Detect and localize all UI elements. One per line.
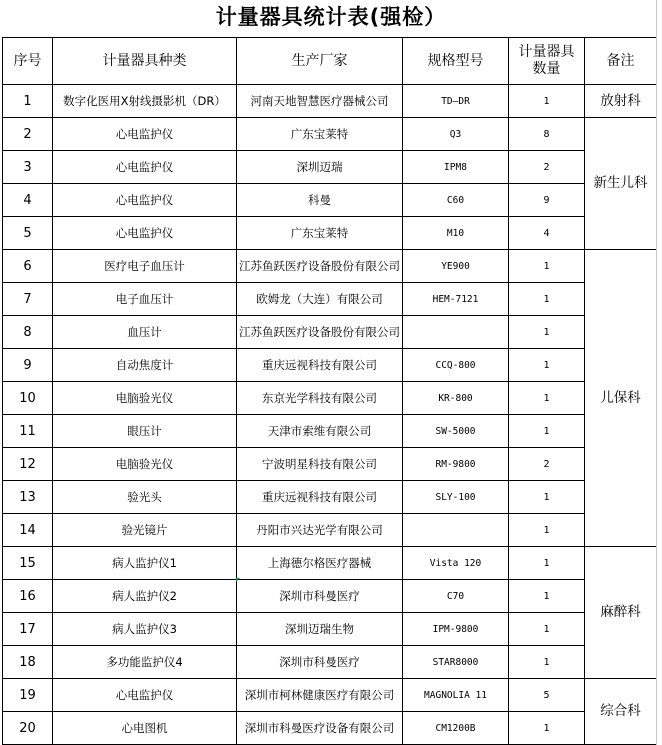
row-maker-text: 重庆远视科技有限公司 [262, 489, 377, 504]
row-qty [509, 448, 585, 481]
table-row [3, 547, 657, 580]
row-qty-text: 1 [543, 590, 550, 602]
row-no-text: 11 [19, 423, 36, 439]
table-row [3, 415, 657, 448]
row-qty-text: 1 [543, 326, 550, 338]
row-maker [237, 679, 403, 712]
row-type-text: 眼压计 [127, 423, 162, 438]
table-row [3, 382, 657, 415]
row-no [3, 118, 53, 151]
row-model-text: Vista 120 [429, 557, 482, 569]
row-no [3, 184, 53, 217]
row-qty [509, 283, 585, 316]
row-qty [509, 514, 585, 547]
row-qty [509, 151, 585, 184]
table-row [3, 217, 657, 250]
row-model [403, 481, 509, 514]
row-qty-text: 1 [543, 95, 550, 107]
row-maker [237, 547, 403, 580]
row-no-text: 5 [23, 225, 32, 241]
row-maker-text: 上海德尔格医疗器械 [267, 555, 372, 570]
row-qty [509, 217, 585, 250]
table-row [3, 151, 657, 184]
row-type [53, 283, 237, 316]
row-model-text: IPM8 [444, 161, 467, 173]
row-type [53, 349, 237, 382]
row-qty-text: 1 [543, 392, 550, 404]
row-qty [509, 382, 585, 415]
row-model-text: KR-800 [438, 392, 473, 404]
row-qty-text: 2 [543, 161, 550, 173]
header-qty-line2: 数量 [532, 61, 561, 77]
row-type [53, 415, 237, 448]
row-no [3, 415, 53, 448]
row-no [3, 547, 53, 580]
row-maker [237, 316, 403, 349]
department-note-radiology: 放射科 [585, 85, 657, 118]
header-no: 序号 [3, 38, 53, 85]
row-maker [237, 712, 403, 745]
header-row [3, 38, 657, 85]
row-qty [509, 580, 585, 613]
row-qty-text: 1 [543, 656, 550, 668]
row-no [3, 382, 53, 415]
row-no-text: 20 [19, 720, 36, 736]
row-qty-text: 1 [543, 425, 550, 437]
row-qty-text: 1 [543, 524, 550, 536]
row-qty [509, 349, 585, 382]
row-type-text: 病人监护仪2 [112, 588, 177, 603]
table-row [3, 712, 657, 745]
row-model [403, 514, 509, 547]
row-no [3, 613, 53, 646]
row-type [53, 547, 237, 580]
row-no-text: 8 [23, 324, 32, 340]
row-type-text: 心电图机 [121, 720, 168, 735]
instrument-table [2, 37, 657, 745]
row-no [3, 85, 53, 118]
table-row [3, 349, 657, 382]
row-qty [509, 646, 585, 679]
row-type-text: 心电监护仪 [115, 159, 174, 174]
row-maker [237, 415, 403, 448]
row-qty [509, 481, 585, 514]
row-model [403, 382, 509, 415]
row-no-text: 1 [23, 93, 32, 109]
row-model [403, 613, 509, 646]
row-maker [237, 514, 403, 547]
row-maker-text: 重庆远视科技有限公司 [262, 357, 377, 372]
row-no-text: 2 [23, 126, 32, 142]
row-maker-text: 深圳迈瑞 [296, 159, 343, 174]
table-row [3, 283, 657, 316]
row-maker [237, 448, 403, 481]
row-model [403, 316, 509, 349]
row-type [53, 151, 237, 184]
row-no-text: 6 [23, 258, 32, 274]
row-model-text: TD—DR [441, 95, 470, 107]
row-maker [237, 217, 403, 250]
row-type-text: 数字化医用X射线摄影机（DR） [63, 93, 226, 108]
row-type-text: 验光头 [127, 489, 162, 504]
row-type [53, 514, 237, 547]
row-qty [509, 250, 585, 283]
row-qty [509, 679, 585, 712]
row-type [53, 679, 237, 712]
row-type [53, 646, 237, 679]
row-type [53, 118, 237, 151]
row-type [53, 580, 237, 613]
row-maker [237, 382, 403, 415]
row-no-text: 16 [19, 588, 36, 604]
row-no [3, 217, 53, 250]
row-model-text: M10 [446, 227, 465, 239]
table-row [3, 118, 657, 151]
row-maker-text: 东京光学科技有限公司 [262, 390, 377, 405]
row-model-text: C60 [446, 194, 465, 206]
row-no-text: 14 [19, 522, 36, 538]
row-type-text: 血压计 [127, 324, 162, 339]
row-no [3, 712, 53, 745]
header-qty [509, 38, 585, 85]
row-model [403, 283, 509, 316]
row-model-text: SW-5000 [435, 425, 476, 437]
row-qty-text: 2 [543, 458, 550, 470]
row-model [403, 184, 509, 217]
table-row [3, 580, 657, 613]
row-maker-text: 欧姆龙（大连）有限公司 [256, 291, 383, 306]
row-model [403, 250, 509, 283]
row-qty [509, 184, 585, 217]
row-model [403, 118, 509, 151]
row-qty-text: 1 [543, 260, 550, 272]
table-body [3, 85, 657, 745]
table-row [3, 514, 657, 547]
department-note-general: 综合科 [585, 679, 657, 745]
row-type-text: 心电监护仪 [115, 126, 174, 141]
row-qty-text: 1 [543, 359, 550, 371]
row-maker-text: 深圳市科曼医疗 [279, 588, 360, 603]
department-note-anesthesia: 麻醉科 [585, 547, 657, 679]
row-maker [237, 283, 403, 316]
row-model-text: C70 [446, 590, 465, 602]
row-no [3, 580, 53, 613]
header-maker: 生产厂家 [237, 38, 403, 85]
row-type-text: 病人监护仪3 [112, 621, 177, 636]
department-note-pediatrics: 儿保科 [585, 250, 657, 547]
row-maker-text: 深圳市科曼医疗 [279, 654, 360, 669]
row-maker [237, 85, 403, 118]
row-model-text: MAGNOLIA 11 [424, 689, 487, 701]
row-type [53, 217, 237, 250]
row-qty [509, 547, 585, 580]
row-no-text: 17 [19, 621, 36, 637]
row-type-text: 电子血压计 [115, 291, 174, 306]
row-maker [237, 349, 403, 382]
row-qty [509, 613, 585, 646]
row-type-text: 心电监护仪 [115, 225, 174, 240]
row-model-text: SLY-100 [435, 491, 476, 503]
row-model [403, 349, 509, 382]
row-qty [509, 415, 585, 448]
row-no-text: 19 [19, 687, 36, 703]
row-no-text: 7 [23, 291, 32, 307]
row-qty [509, 85, 585, 118]
row-qty-text: 4 [543, 227, 550, 239]
row-qty-text: 1 [543, 623, 550, 635]
row-no-text: 13 [19, 489, 36, 505]
row-maker [237, 118, 403, 151]
table-row [3, 646, 657, 679]
row-type-text: 电脑验光仪 [115, 390, 174, 405]
row-no-text: 18 [19, 654, 36, 670]
row-maker-text: 天津市索维有限公司 [267, 423, 372, 438]
row-model-text: YE900 [441, 260, 470, 272]
row-maker [237, 580, 403, 613]
row-no [3, 283, 53, 316]
row-type [53, 712, 237, 745]
row-maker-text: 江苏鱼跃医疗设备股份有限公司 [239, 324, 400, 339]
header-note: 备注 [585, 38, 657, 85]
table-row [3, 679, 657, 712]
row-maker-text: 广东宝莱特 [290, 225, 349, 240]
row-type-text: 医疗电子血压计 [104, 258, 185, 273]
row-qty-text: 8 [543, 128, 550, 140]
row-type-text: 验光镜片 [121, 522, 168, 537]
header-qty-line1: 计量器具 [518, 44, 575, 60]
department-note-neonatal: 新生儿科 [585, 118, 657, 250]
row-no-text: 4 [23, 192, 32, 208]
row-maker [237, 151, 403, 184]
row-no-text: 9 [23, 357, 32, 373]
row-maker-text: 深圳市柯林健康医疗有限公司 [244, 687, 395, 702]
row-type [53, 250, 237, 283]
row-model [403, 712, 509, 745]
row-model-text: CM1200B [435, 722, 476, 734]
row-model [403, 646, 509, 679]
row-maker-text: 江苏鱼跃医疗设备股份有限公司 [239, 258, 400, 273]
row-no-text: 15 [19, 555, 36, 571]
row-no [3, 481, 53, 514]
row-maker-text: 宁波明星科技有限公司 [262, 456, 377, 471]
row-no [3, 679, 53, 712]
row-type [53, 448, 237, 481]
row-qty [509, 316, 585, 349]
row-qty-text: 1 [543, 293, 550, 305]
row-no [3, 448, 53, 481]
row-maker [237, 184, 403, 217]
row-type [53, 613, 237, 646]
row-qty [509, 118, 585, 151]
row-no [3, 646, 53, 679]
row-qty [509, 712, 585, 745]
row-model [403, 217, 509, 250]
row-type-text: 病人监护仪1 [112, 555, 177, 570]
row-no-text: 3 [23, 159, 32, 175]
row-model-text: HEM-7121 [432, 293, 479, 305]
table-row [3, 613, 657, 646]
row-model [403, 448, 509, 481]
row-maker-text: 丹阳市兴达光学有限公司 [256, 522, 383, 537]
row-qty-text: 1 [543, 722, 550, 734]
row-maker-text: 广东宝莱特 [290, 126, 349, 141]
row-qty-text: 1 [543, 491, 550, 503]
row-model [403, 580, 509, 613]
row-type-text: 电脑验光仪 [115, 456, 174, 471]
row-no [3, 250, 53, 283]
row-no-text: 12 [19, 456, 36, 472]
row-qty-text: 9 [543, 194, 550, 206]
table-row [3, 184, 657, 217]
row-qty-text: 1 [543, 557, 550, 569]
row-maker [237, 250, 403, 283]
row-model-text: IPM-9800 [432, 623, 479, 635]
row-qty-text: 5 [543, 689, 550, 701]
row-no [3, 349, 53, 382]
header-type: 计量器具种类 [53, 38, 237, 85]
row-type [53, 184, 237, 217]
row-model [403, 547, 509, 580]
divider [656, 0, 657, 745]
row-type [53, 382, 237, 415]
table-row [3, 448, 657, 481]
table-row [3, 481, 657, 514]
row-maker [237, 646, 403, 679]
row-maker-text: 河南天地智慧医疗器械公司 [250, 93, 389, 108]
row-maker [237, 481, 403, 514]
row-model-text: CCQ-800 [435, 359, 476, 371]
row-type-text: 心电监护仪 [115, 687, 174, 702]
table-row [3, 85, 657, 118]
row-maker-text: 深圳迈瑞生物 [285, 621, 354, 636]
row-maker-text: 深圳市科曼医疗设备有限公司 [244, 720, 395, 735]
row-model [403, 679, 509, 712]
row-maker [237, 613, 403, 646]
row-type-text: 自动焦度计 [115, 357, 174, 372]
row-model [403, 85, 509, 118]
row-maker-text: 科曼 [308, 192, 331, 207]
row-type [53, 481, 237, 514]
cell-marker [236, 578, 240, 582]
table-row [3, 316, 657, 349]
row-model-text: STAR8000 [432, 656, 479, 668]
row-no [3, 514, 53, 547]
row-type [53, 85, 237, 118]
table-row [3, 250, 657, 283]
row-model-text: RM-9800 [435, 458, 476, 470]
row-no-text: 10 [19, 390, 36, 406]
row-type [53, 316, 237, 349]
row-type-text: 心电监护仪 [115, 192, 174, 207]
header-model: 规格型号 [403, 38, 509, 85]
row-type-text: 多功能监护仪4 [106, 654, 183, 669]
row-model-text: Q3 [449, 128, 462, 140]
page-title: 计量器具统计表(强检） [215, 5, 447, 29]
row-no [3, 151, 53, 184]
row-model [403, 415, 509, 448]
row-no [3, 316, 53, 349]
row-model [403, 151, 509, 184]
